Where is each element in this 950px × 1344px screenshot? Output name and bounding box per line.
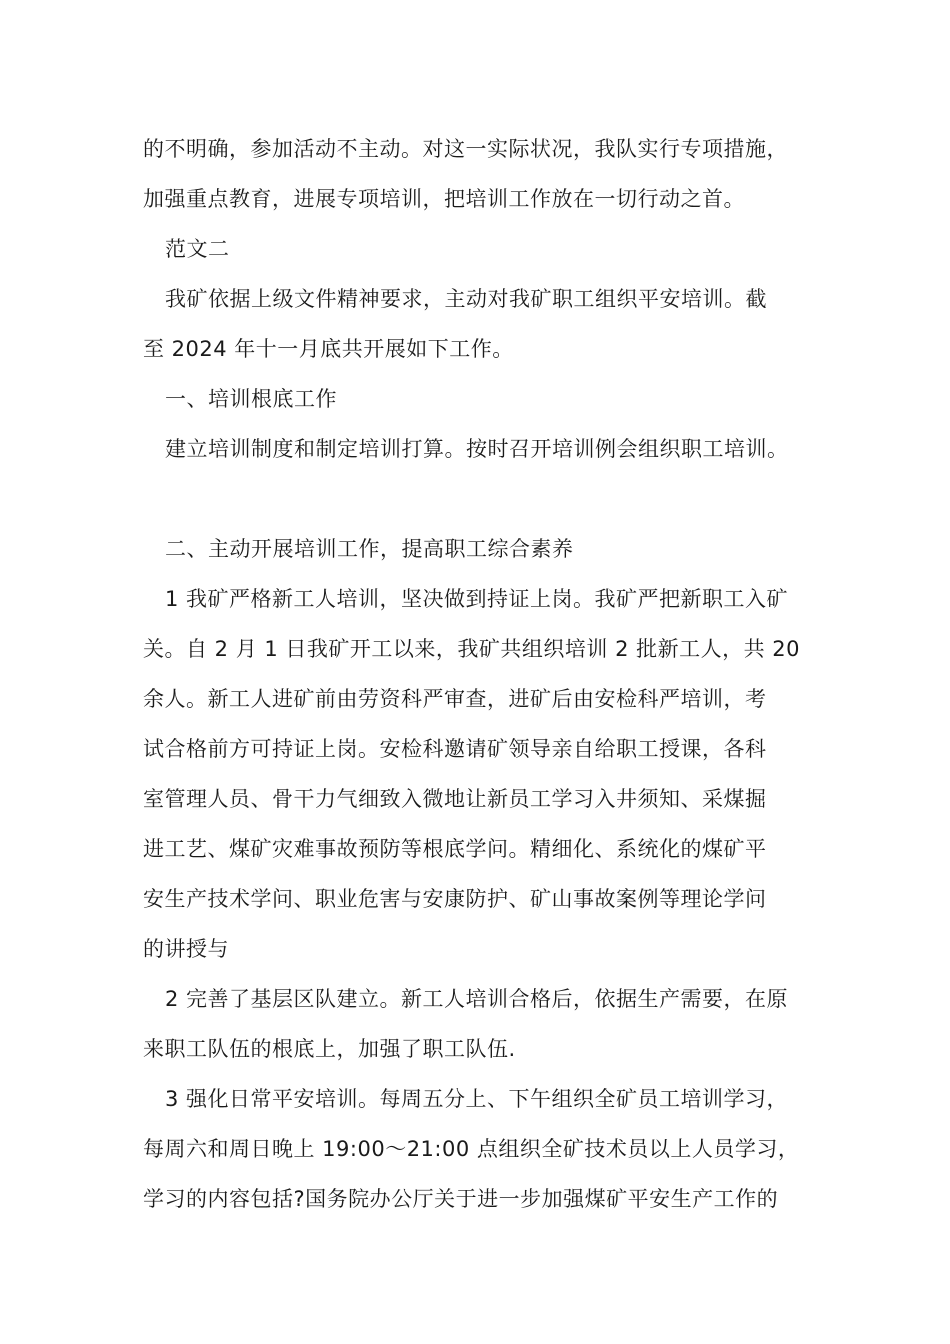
- text-line: 每周六和周日晚上 19:00～21:00 点组织全矿技术员以上人员学习，: [143, 1137, 800, 1161]
- text-line: 进工艺、煤矿灾难事故预防等根底学问。精细化、系统化的煤矿平: [143, 837, 767, 861]
- text-line: 的不明确，参加活动不主动。对这一实际状况，我队实行专项措施，: [143, 137, 788, 161]
- text-line: 2 完善了基层区队建立。新工人培训合格后，依据生产需要，在原: [165, 987, 789, 1011]
- text-line: 余人。新工人进矿前由劳资科严审查，进矿后由安检科严培训，考: [143, 687, 767, 711]
- text-line: 至 2024 年十一月底共开展如下工作。: [143, 337, 514, 361]
- text-line: 关。自 2 月 1 日我矿开工以来，我矿共组织培训 2 批新工人，共 20: [143, 637, 801, 661]
- text-line: 来职工队伍的根底上，加强了职工队伍.: [143, 1037, 516, 1061]
- text-line: 1 我矿严格新工人培训，坚决做到持证上岗。我矿严把新职工入矿: [165, 587, 789, 611]
- section-heading: 一、培训根底工作: [165, 387, 337, 411]
- text-line: 试合格前方可持证上岗。安检科邀请矿领导亲自给职工授课，各科: [143, 737, 767, 761]
- text-line: 的讲授与: [143, 937, 229, 961]
- text-line: 3 强化日常平安培训。每周五分上、下午组织全矿员工培训学习，: [165, 1087, 789, 1111]
- text-line: 我矿依据上级文件精神要求，主动对我矿职工组织平安培训。截: [165, 287, 767, 311]
- section-heading: 范文二: [165, 237, 230, 261]
- text-line: 室管理人员、骨干力气细致入微地让新员工学习入井须知、采煤掘: [143, 787, 767, 811]
- text-line: 建立培训制度和制定培训打算。按时召开培训例会组织职工培训。: [165, 437, 789, 461]
- section-heading: 二、主动开展培训工作，提高职工综合素养: [165, 537, 574, 561]
- text-line: 学习的内容包括?国务院办公厅关于进一步加强煤矿平安生产工作的: [143, 1187, 779, 1211]
- text-line: 安生产技术学问、职业危害与安康防护、矿山事故案例等理论学问: [143, 887, 767, 911]
- text-line: 加强重点教育，进展专项培训，把培训工作放在一切行动之首。: [143, 187, 745, 211]
